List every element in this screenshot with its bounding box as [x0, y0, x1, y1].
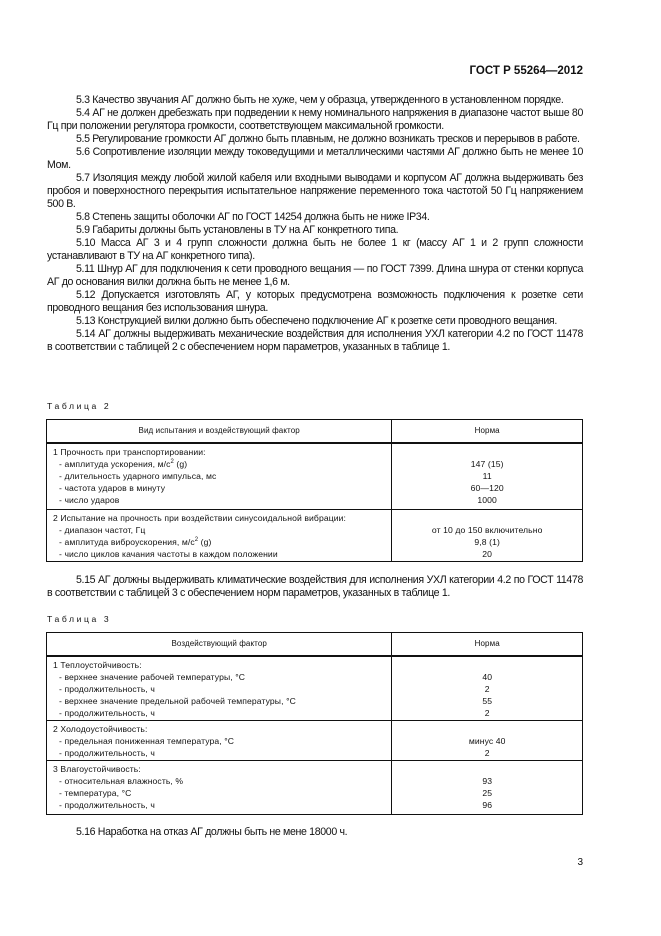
norm-value: 96 [482, 800, 493, 810]
factor-cell [47, 509, 392, 561]
norm-value: 9,8 (1) [474, 536, 500, 547]
norm-cell [392, 443, 583, 509]
column-header-factor: Вид испытания и воздействующий фактор [47, 420, 392, 444]
table2-caption: Таблица 2 [47, 401, 112, 411]
norm-value: 11 [482, 471, 492, 481]
table-row [47, 509, 583, 561]
body-paragraphs [47, 94, 583, 354]
table-2 [46, 419, 583, 562]
norm-value: 2 [484, 708, 490, 718]
norm-value: 55 [482, 696, 493, 706]
factor-line: - верхнее значение рабочей температуры, °С [59, 672, 246, 682]
paragraph-5-6: 5.6 Сопротивление изоляции между токоведущими и металлическими частями АГ должно быть не менее 10 Мом. [47, 146, 583, 171]
paragraph-5-15: 5.15 АГ должны выдерживать климатические воздействия для исполнения УХЛ категории 4.2 по ГОСТ 11478 в соответствии с таблицей 3 с обеспечением норм параметров, указанных в таблице 1. [47, 574, 583, 599]
table-row [47, 721, 583, 761]
factor-line: - длительность ударного импульса, мс [59, 471, 217, 481]
factor-line: - амплитуда ускорения, $м/с^2$ (g) [59, 459, 188, 469]
table-header-row [47, 420, 583, 444]
table-row [47, 443, 583, 509]
paragraph-5-5: 5.5 Регулирование громкости АГ должно быть плавным, не должно возникать тресков и перерывов в работе. [76, 133, 580, 145]
table-row [47, 761, 583, 815]
column-header-factor: Воздействующий фактор [47, 633, 392, 657]
paragraph-5-14: 5.14 АГ должны выдерживать механические воздействия для исполнения УХЛ категории 4.2 по ГОСТ 11478 в соответствии с таблицей 2 с обеспечением норм параметров, указанных в таблице 1. [47, 328, 583, 353]
column-header-norm: Норма [392, 633, 583, 657]
norm-value: 40 [482, 672, 493, 682]
group-title: 2 Холодоустойчивость: [53, 724, 148, 734]
factor-line: - относительная влажность, % [59, 776, 184, 786]
paragraph-5-12: 5.12 Допускается изготовлять АГ, у которых предусмотрена возможность подключения к розетке сети проводного вещания без использования шнура. [47, 289, 583, 314]
page-number: 3 [577, 857, 583, 868]
norm-cell [392, 656, 583, 721]
factor-line: - частота ударов в минуту [59, 483, 166, 493]
norm-value: от 10 до 150 включительно [431, 524, 543, 535]
norm-value: 1000 [477, 495, 497, 505]
factor-line: - число ударов [59, 495, 120, 505]
paragraph-5-13: 5.13 Конструкцией вилки должно быть обеспечено подключение АГ к розетке сети проводного вещания. [76, 315, 557, 327]
paragraph-5-7: 5.7 Изоляция между любой жилой кабеля или входными выводами и корпусом АГ должна выдерживать без пробоя и поверхностного перекрытия испытательное напряжение переменного тока частотой 50 Гц напряжением 500 В. [47, 172, 583, 210]
factor-line: - число циклов качания частоты в каждом положении [59, 548, 278, 559]
column-header-norm: Норма [392, 420, 583, 444]
factor-line: - продолжительность, ч [59, 748, 155, 758]
table-row [47, 656, 583, 721]
norm-value: 60—120 [470, 483, 504, 493]
factor-cell [47, 761, 392, 815]
factor-line: - температура, °С [59, 788, 132, 798]
group-title: 1 Теплоустойчивость: [53, 660, 142, 670]
paragraph-5-16: 5.16 Наработка на отказ АГ должны быть не мене 18000 ч. [76, 826, 348, 838]
factor-line: - амплитуда виброускорения, $м/с^2$ (g) [59, 536, 212, 547]
factor-line: - продолжительность, ч [59, 708, 155, 718]
factor-line: - продолжительность, ч [59, 800, 155, 810]
norm-cell [392, 761, 583, 815]
table3-caption: Таблица 3 [47, 614, 112, 624]
norm-value: 20 [482, 548, 493, 559]
factor-line: - диапазон частот, Гц [59, 524, 146, 535]
norm-value: 25 [482, 788, 493, 798]
norm-value: 2 [484, 748, 490, 758]
group-title: 2 Испытание на прочность при воздействии синусоидальной вибрации: [53, 512, 347, 523]
factor-line: - предельная пониженная температура, °С [59, 736, 235, 746]
paragraph-5-3: 5.3 Качество звучания АГ должно быть не хуже, чем у образца, утвержденного в установленном порядке. [76, 94, 564, 106]
paragraph-5-4: 5.4 АГ не должен дребезжать при подведении к нему номинального напряжения в диапазоне частот выше 80 Гц при положении регулятора громкости, соответствующем максимальной громкости. [47, 107, 583, 132]
norm-cell [392, 721, 583, 761]
paragraph-5-10: 5.10 Масса АГ 3 и 4 групп сложности должна быть не более 1 кг (массу АГ 1 и 2 групп сложности устанавливают в ТУ на АГ конкретного типа). [47, 237, 583, 262]
factor-cell [47, 656, 392, 721]
norm-value: минус 40 [468, 736, 506, 746]
group-title: 3 Влагоустойчивость: [53, 764, 141, 774]
norm-value: 147 (15) [470, 459, 504, 469]
factor-line: - продолжительность, ч [59, 684, 155, 694]
paragraph-5-8: 5.8 Степень защиты оболочки АГ по ГОСТ 14254 должна быть не ниже IP34. [76, 211, 430, 223]
document-header: ГОСТ Р 55264—2012 [469, 65, 583, 77]
norm-value: 2 [484, 684, 490, 694]
factor-cell [47, 443, 392, 509]
paragraph-5-11: 5.11 Шнур АГ для подключения к сети проводного вещания — по ГОСТ 7399. Длина шнура от стенки корпуса АГ до основания вилки должна быть не менее 1,6 м. [47, 263, 583, 288]
table-header-row [47, 633, 583, 657]
factor-cell [47, 721, 392, 761]
paragraph-5-9: 5.9 Габариты должны быть установлены в ТУ на АГ конкретного типа. [76, 224, 399, 236]
norm-value: 93 [482, 776, 493, 786]
norm-cell [392, 509, 583, 561]
factor-line: - верхнее значение предельной рабочей температуры, °С [59, 696, 296, 706]
group-title: 1 Прочность при транспортировании: [53, 447, 206, 457]
table-3 [46, 632, 583, 815]
